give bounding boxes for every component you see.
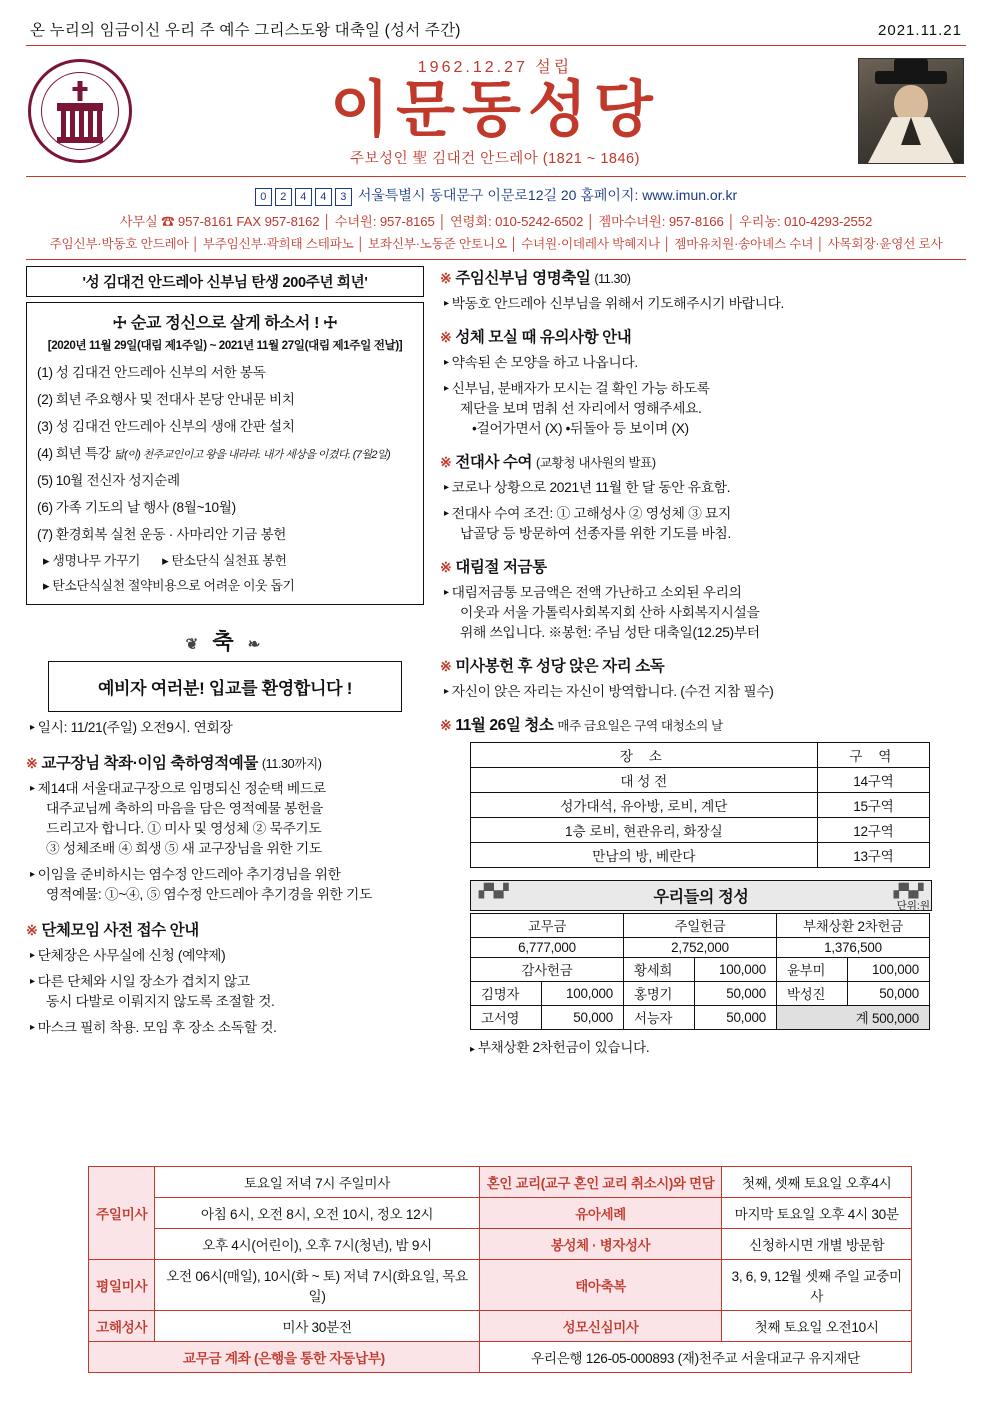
jubilee-item bbox=[37, 523, 413, 543]
offerings-note-text: 부채상환 2차헌금이 있습니다. bbox=[477, 1039, 650, 1055]
col-header-debt: 부채상환 2차헌금 bbox=[776, 913, 929, 937]
table-row bbox=[89, 1229, 912, 1260]
cell-district: 14구역 bbox=[817, 767, 929, 792]
cell-sunday-morning-masses: 아침 6시, 오전 8시, 오전 10시, 정오 12시 bbox=[155, 1198, 479, 1229]
cell-place: 성가대석, 유아방, 로비, 계단 bbox=[471, 792, 818, 817]
section-title bbox=[440, 266, 966, 288]
jubilee-item-text: 10월 전신자 성지순례 bbox=[55, 472, 180, 488]
cell-marian-mass-time bbox=[722, 1311, 912, 1342]
cell-weekday-mass-times: 오전 06시(매일), 10시(화 ~ 토) 저녁 7시(화요일, 목요일) bbox=[155, 1260, 479, 1311]
bullet-text: 납골당 등 방문하여 선종자를 위한 기도를 바침. bbox=[460, 525, 731, 541]
leaf-left-icon: ❦ bbox=[185, 635, 203, 653]
bullet-text: 위해 쓰입니다. ※봉헌: 주님 성탄 대축일(12.25)부터 bbox=[460, 624, 760, 640]
table-row bbox=[471, 957, 930, 981]
seal-inner-ring bbox=[41, 72, 119, 150]
bullet-icon: ▸ bbox=[30, 721, 35, 733]
left-column bbox=[26, 266, 424, 1056]
bullet-text: 코로나 상황으로 2021년 11월 한 달 동안 유효함. bbox=[451, 479, 731, 495]
cell-donor-amount: 100,000 bbox=[541, 981, 623, 1005]
bullet-icon: ▸ bbox=[444, 507, 449, 519]
cell-marriage-instruction-time: 첫째, 셋째 토요일 오후4시 bbox=[722, 1167, 912, 1198]
flower-mark-icon: ※ bbox=[440, 716, 452, 733]
bullet-text: 대주교님께 축하의 마음을 담은 영적예물 봉헌을 bbox=[46, 800, 323, 816]
section-title bbox=[440, 325, 966, 347]
jubilee-item-num: (7) bbox=[37, 526, 53, 542]
cell-saturday-evening-mass: 토요일 저녁 7시 주일미사 bbox=[155, 1167, 479, 1198]
jubilee-item-text: 성 김대건 안드레아 신부의 서한 봉독 bbox=[55, 364, 266, 380]
section-title-text: 성체 모실 때 유의사항 안내 bbox=[455, 328, 632, 346]
jubilee-item-text: 가족 기도의 날 행사 (8월~10월) bbox=[55, 499, 236, 515]
cell-dues-total: 6,777,000 bbox=[471, 937, 624, 957]
section-pastor-feast-day bbox=[440, 266, 966, 314]
bullet-text: 영적예물: ①~④, ⑤ 염수정 안드레아 추기경을 위한 기도 bbox=[46, 886, 372, 902]
jubilee-item bbox=[37, 469, 413, 489]
section-bullet bbox=[444, 294, 966, 314]
offerings-unit: 단위:원 bbox=[896, 899, 930, 912]
cell-donor-name: 김명자 bbox=[471, 981, 542, 1005]
cell-donor-name: 홍명기 bbox=[623, 981, 694, 1005]
section-bullet bbox=[444, 682, 966, 702]
table-row bbox=[471, 1005, 930, 1029]
jubilee-item-num: (4) bbox=[37, 445, 53, 461]
section-cleaning bbox=[440, 713, 966, 868]
bullet-icon: ▸ bbox=[444, 382, 449, 394]
cell-donor-name: 박성진 bbox=[776, 981, 847, 1005]
section-title-text: 전대사 수여 bbox=[455, 453, 533, 471]
section-bullet bbox=[444, 353, 966, 373]
cell-fetus-blessing-time: 3, 6, 9, 12월 셋째 주일 교중미사 bbox=[722, 1260, 912, 1311]
bullet-icon: ▸ bbox=[30, 782, 35, 794]
jubilee-subitem: ▸ 탄소단식실천 절약비용으로 어려운 이웃 돕기 bbox=[43, 577, 295, 593]
table-row bbox=[471, 767, 930, 792]
section-bullet bbox=[30, 1018, 424, 1038]
bullet-text: 대림저금통 모금액은 전액 가난하고 소외된 우리의 bbox=[451, 584, 742, 600]
contact-line: 사무실 ☎ 957-8161 FAX 957-8162 │ 수녀원: 957-8165 │ 연령회: 010-5242-6502 │ 젬마수녀원: 957-8166 │ 우리농: 010-4293-2552 bbox=[119, 213, 873, 229]
bullet-text: •걸어가면서 (X) •뒤돌아 등 보이며 (X) bbox=[472, 420, 689, 436]
bullet-icon: ▸ bbox=[444, 481, 449, 493]
jubilee-heading: ☩ 순교 정신으로 살게 하소서 ! ☩ bbox=[112, 314, 338, 332]
jubilee-item bbox=[37, 442, 413, 462]
staff-line: 주임신부·박동호 안드레아 │ 부주임신부·곽희태 스테파노 │ 보좌신부·노동준 안토니오 │ 수녀원·이데레사 박혜지나 │ 젬마유치원·송아녜스 수녀 │ 사목회장·윤영선 로사 bbox=[49, 236, 943, 251]
cell-district: 13구역 bbox=[817, 842, 929, 867]
cell-donor-sum: 계 500,000 bbox=[776, 1005, 929, 1029]
table-row bbox=[471, 937, 930, 957]
row-label-marriage-instruction: 혼인 교리(교구 혼인 교리 취소시)와 면담 bbox=[479, 1167, 722, 1198]
section-title-text: 주임신부님 영명축일 bbox=[455, 269, 591, 287]
row-label-infant-baptism: 유아세례 bbox=[479, 1198, 722, 1229]
section-title-note: (11.30) bbox=[594, 271, 631, 286]
welcome-detail bbox=[30, 718, 424, 738]
zip-digit-2: 4 bbox=[295, 188, 312, 206]
bullet-text: 제14대 서울대교구장으로 임명되신 정순택 베드로 bbox=[37, 780, 326, 796]
cell-donor-amount: 100,000 bbox=[694, 957, 776, 981]
page-title: 이문동성당 bbox=[330, 74, 660, 145]
cell-donor-name: 윤부미 bbox=[776, 957, 847, 981]
section-title-text: 미사봉헌 후 성당 앉은 자리 소독 bbox=[455, 657, 665, 675]
bullet-text: 전대사 수여 조건: ① 고해성사 ② 영성체 ③ 묘지 bbox=[451, 505, 732, 521]
bullet-icon: ▸ bbox=[444, 297, 449, 309]
section-title-text: 교구장님 착좌·이임 축하영적예물 bbox=[41, 754, 258, 772]
table-row bbox=[89, 1311, 912, 1342]
row-label-fetus-blessing: 태아축복 bbox=[479, 1260, 722, 1311]
content-columns bbox=[26, 266, 966, 1056]
bullet-icon: ▸ bbox=[444, 356, 449, 368]
ornament-left-icon: ▞▚▞ bbox=[479, 882, 509, 898]
section-seat-disinfection bbox=[440, 654, 966, 702]
header-date: 2021.11.21 bbox=[878, 22, 962, 39]
jubilee-subitem: ▸ 생명나무 가꾸기 bbox=[43, 552, 141, 568]
cell-dues-account-number: 우리은행 126-05-000893 (재)천주교 서울대교구 유지재단 bbox=[479, 1342, 911, 1373]
welcome-block bbox=[26, 625, 424, 712]
patron-saint: 주보성인 聖 김대건 안드레아 (1821 ~ 1846) bbox=[350, 151, 640, 168]
masthead-divider bbox=[26, 176, 966, 177]
bullet-text: 이웃과 서울 가톨릭사회복지회 산하 사회복지시설을 bbox=[460, 604, 760, 620]
col-header-place: 장 소 bbox=[471, 742, 818, 767]
cell-place: 대 성 전 bbox=[471, 767, 818, 792]
section-plenary-indulgence bbox=[440, 450, 966, 544]
table-row bbox=[89, 1260, 912, 1311]
zip-digit-4: 3 bbox=[335, 188, 352, 206]
congrats-mark bbox=[26, 625, 424, 656]
bullet-text: 드리고자 합니다. ① 미사 및 영성체 ② 묵주기도 bbox=[46, 820, 322, 836]
bullet-text: 약속된 손 모양을 하고 나옵니다. bbox=[451, 354, 638, 370]
portrait-hat bbox=[875, 71, 947, 84]
jubilee-subitem: ▸ 탄소단식 실천표 봉헌 bbox=[162, 552, 287, 568]
cell-district: 12구역 bbox=[817, 817, 929, 842]
jubilee-item-text: 희년 특강 bbox=[55, 445, 111, 461]
bullet-text: 동시 다발로 이뤄지지 않도록 조절할 것. bbox=[46, 993, 275, 1009]
section-bullet bbox=[30, 779, 424, 859]
section-title-text: 단체모임 사전 접수 안내 bbox=[41, 921, 199, 939]
seal-church-bars bbox=[57, 111, 103, 137]
section-advent-piggybank bbox=[440, 555, 966, 643]
cell-donor-amount: 50,000 bbox=[847, 981, 929, 1005]
jubilee-box bbox=[26, 302, 424, 605]
bullet-text: 신부님, 분배자가 모시는 걸 확인 가능 하도록 bbox=[451, 380, 710, 396]
table-row bbox=[471, 817, 930, 842]
zip-code bbox=[255, 188, 352, 206]
bullet-text: 다른 단체와 시일 장소가 겹치지 않고 bbox=[37, 973, 250, 989]
cell-donor-name: 서능자 bbox=[623, 1005, 694, 1029]
welcome-detail-text: 일시: 11/21(주일) 오전9시. 연회장 bbox=[37, 719, 233, 735]
section-title-note: (교황청 내사원의 발표) bbox=[536, 455, 656, 470]
section-bullet bbox=[444, 379, 966, 439]
flower-mark-icon: ※ bbox=[440, 328, 452, 345]
bullet-icon: ▸ bbox=[30, 975, 35, 987]
jubilee-title: '성 김대건 안드레아 신부님 탄생 200주년 희년' bbox=[26, 266, 424, 297]
bullet-text: 마스크 필히 착용. 모임 후 장소 소독할 것. bbox=[37, 1019, 277, 1035]
section-bullet bbox=[30, 972, 424, 1012]
bullet-icon: ▸ bbox=[30, 949, 35, 961]
col-header-sunday: 주일헌금 bbox=[623, 913, 776, 937]
mass-schedule-table bbox=[88, 1166, 912, 1373]
cell-thanks-label: 감사헌금 bbox=[471, 957, 624, 981]
section-title bbox=[440, 555, 966, 577]
cell-confession-time: 미사 30분전 bbox=[155, 1311, 479, 1342]
flower-mark-icon: ※ bbox=[440, 269, 452, 286]
section-title-text: 대림절 저금통 bbox=[455, 558, 547, 576]
flower-mark-icon: ※ bbox=[26, 754, 38, 771]
jubilee-item bbox=[37, 415, 413, 435]
address-line bbox=[26, 181, 966, 208]
table-header-row bbox=[471, 742, 930, 767]
row-label-marian-mass: 성모신심미사 bbox=[479, 1311, 722, 1342]
zip-digit-3: 4 bbox=[315, 188, 332, 206]
bullet-icon: ▸ bbox=[30, 868, 35, 880]
ornament-right-icon: ▞▚▞ bbox=[893, 882, 923, 898]
jubilee-range: [2020년 11월 29일(대림 제1주일) ~ 2021년 11월 27일(대림 제1주일 전날)] bbox=[47, 338, 403, 352]
table-row bbox=[471, 842, 930, 867]
jubilee-item bbox=[37, 496, 413, 516]
section-bullet bbox=[444, 478, 966, 498]
jubilee-item-text: 환경회복 실천 운동 · 사마리안 기금 봉헌 bbox=[55, 526, 287, 542]
bullet-text: ③ 성체조배 ④ 희생 ⑤ 새 교구장님을 위한 기도 bbox=[46, 840, 322, 856]
flower-mark-icon: ※ bbox=[440, 558, 452, 575]
masthead bbox=[26, 52, 966, 172]
bullet-text: 제단을 보며 멈춰 선 자리에서 영해주세요. bbox=[460, 400, 702, 416]
address-text: 서울특별시 동대문구 이문로12길 20 홈페이지: www.imun.or.kr bbox=[357, 187, 738, 204]
welcome-message: 예비자 여러분! 입교를 환영합니다 ! bbox=[48, 661, 402, 712]
row-label-weekday-mass: 평일미사 bbox=[89, 1260, 155, 1311]
section-title-text: 11월 26일 청소 bbox=[455, 716, 554, 734]
right-column bbox=[440, 266, 966, 1056]
title-block bbox=[132, 54, 858, 168]
section-bullet bbox=[30, 946, 424, 966]
header-divider bbox=[26, 45, 966, 46]
seal-church-icon bbox=[57, 103, 103, 143]
jubilee-item-text: 희년 주요행사 및 전대사 본당 안내문 비치 bbox=[55, 391, 295, 407]
jubilee-item-num: (6) bbox=[37, 499, 53, 515]
cell-donor-name: 황세희 bbox=[623, 957, 694, 981]
offerings-banner-text: 우리들의 정성 bbox=[653, 888, 749, 906]
cell-donor-amount: 100,000 bbox=[847, 957, 929, 981]
header-occasion: 온 누리의 임금이신 우리 주 예수 그리스도왕 대축일 (성서 주간) bbox=[30, 22, 461, 39]
row-label-sunday-mass: 주일미사 bbox=[89, 1167, 155, 1260]
section-title bbox=[26, 918, 424, 940]
jubilee-subitems-row bbox=[43, 550, 413, 569]
section-bullet bbox=[444, 504, 966, 544]
bullet-text: 단체장은 사무실에 신청 (예약제) bbox=[37, 947, 226, 963]
bullet-text: 박동호 안드레아 신부님을 위해서 기도해주시기 바랍니다. bbox=[451, 295, 785, 311]
bullet-icon: ▸ bbox=[470, 1043, 475, 1055]
jubilee-item-text: 성 김대건 안드레아 신부의 생애 간판 설치 bbox=[55, 418, 295, 434]
jubilee-item-note: 닯(이) 천주교인이고 왕을 내라라. 내가 세상을 이겼다. (7월2일) bbox=[114, 448, 391, 461]
table-row bbox=[89, 1167, 912, 1198]
section-communion-guidance bbox=[440, 325, 966, 439]
cell-debt-total: 1,376,500 bbox=[776, 937, 929, 957]
row-label-dues-account: 교무금 계좌 (은행을 통한 자동납부) bbox=[89, 1342, 480, 1373]
cell-marian-mass-text: 첫째 토요일 오전10시 bbox=[754, 1320, 879, 1335]
row-label-sick-communion: 봉성체 · 병자성사 bbox=[479, 1229, 722, 1260]
zip-digit-1: 2 bbox=[275, 188, 292, 206]
section-bishop-offering bbox=[26, 751, 424, 905]
flower-mark-icon: ※ bbox=[440, 657, 452, 674]
cell-place: 만남의 방, 베란다 bbox=[471, 842, 818, 867]
congrats-char: 축 bbox=[212, 628, 238, 654]
col-header-district: 구 역 bbox=[817, 742, 929, 767]
cell-donor-amount: 50,000 bbox=[694, 1005, 776, 1029]
leaf-right-icon: ❧ bbox=[247, 635, 265, 653]
bullet-text: 이임을 준비하시는 염수정 안드레아 추기경님을 위한 bbox=[37, 866, 341, 882]
bullet-text: 자신이 앉은 자리는 자신이 방역합니다. (수건 지참 필수) bbox=[451, 683, 774, 699]
cell-donor-amount: 50,000 bbox=[541, 1005, 623, 1029]
table-row bbox=[89, 1198, 912, 1229]
staff-divider bbox=[26, 259, 966, 260]
jubilee-item-num: (1) bbox=[37, 364, 53, 380]
zip-digit-0: 0 bbox=[255, 188, 272, 206]
section-title bbox=[440, 713, 966, 735]
offerings-note bbox=[470, 1036, 966, 1056]
section-title bbox=[440, 654, 966, 676]
bullet-icon: ▸ bbox=[444, 586, 449, 598]
offerings-table bbox=[470, 913, 930, 1030]
jubilee-item-num: (2) bbox=[37, 391, 53, 407]
cell-infant-baptism-time: 마지막 토요일 오후 4시 30분 bbox=[722, 1198, 912, 1229]
section-bullet bbox=[444, 583, 966, 643]
cell-donor-amount: 50,000 bbox=[694, 981, 776, 1005]
section-title bbox=[440, 450, 966, 472]
col-header-dues: 교무금 bbox=[471, 913, 624, 937]
header-topline bbox=[26, 18, 966, 45]
saint-portrait-image bbox=[858, 58, 964, 164]
section-title bbox=[26, 751, 424, 773]
cell-district: 15구역 bbox=[817, 792, 929, 817]
jubilee-item-num: (3) bbox=[37, 418, 53, 434]
cleaning-table bbox=[470, 742, 930, 868]
table-row bbox=[89, 1342, 912, 1373]
cell-sunday-afternoon-masses: 오후 4시(어린이), 오후 7시(청년), 밤 9시 bbox=[155, 1229, 479, 1260]
founded-date: 1962.12.27 설립 bbox=[417, 59, 573, 76]
section-title-note: (11.30까지) bbox=[261, 756, 322, 771]
jubilee-item-num: (5) bbox=[37, 472, 53, 488]
table-row bbox=[471, 792, 930, 817]
jubilee-item bbox=[37, 361, 413, 381]
cell-donor-name: 고서영 bbox=[471, 1005, 542, 1029]
cell-sick-communion-info: 신청하시면 개별 방문함 bbox=[722, 1229, 912, 1260]
table-row bbox=[471, 981, 930, 1005]
section-group-meeting bbox=[26, 918, 424, 1038]
section-title-note: 매주 금요일은 구역 대청소의 날 bbox=[557, 718, 723, 733]
row-label-confession: 고해성사 bbox=[89, 1311, 155, 1342]
jubilee-item bbox=[37, 388, 413, 408]
table-header-row bbox=[471, 913, 930, 937]
parish-seal-icon bbox=[28, 59, 132, 163]
cell-sunday-total: 2,752,000 bbox=[623, 937, 776, 957]
bullet-icon: ▸ bbox=[444, 685, 449, 697]
cell-place: 1층 로비, 현관유리, 화장실 bbox=[471, 817, 818, 842]
flower-mark-icon: ※ bbox=[440, 453, 452, 470]
bullet-icon: ▸ bbox=[30, 1021, 35, 1033]
section-bullet bbox=[30, 865, 424, 905]
flower-mark-icon: ※ bbox=[26, 921, 38, 938]
